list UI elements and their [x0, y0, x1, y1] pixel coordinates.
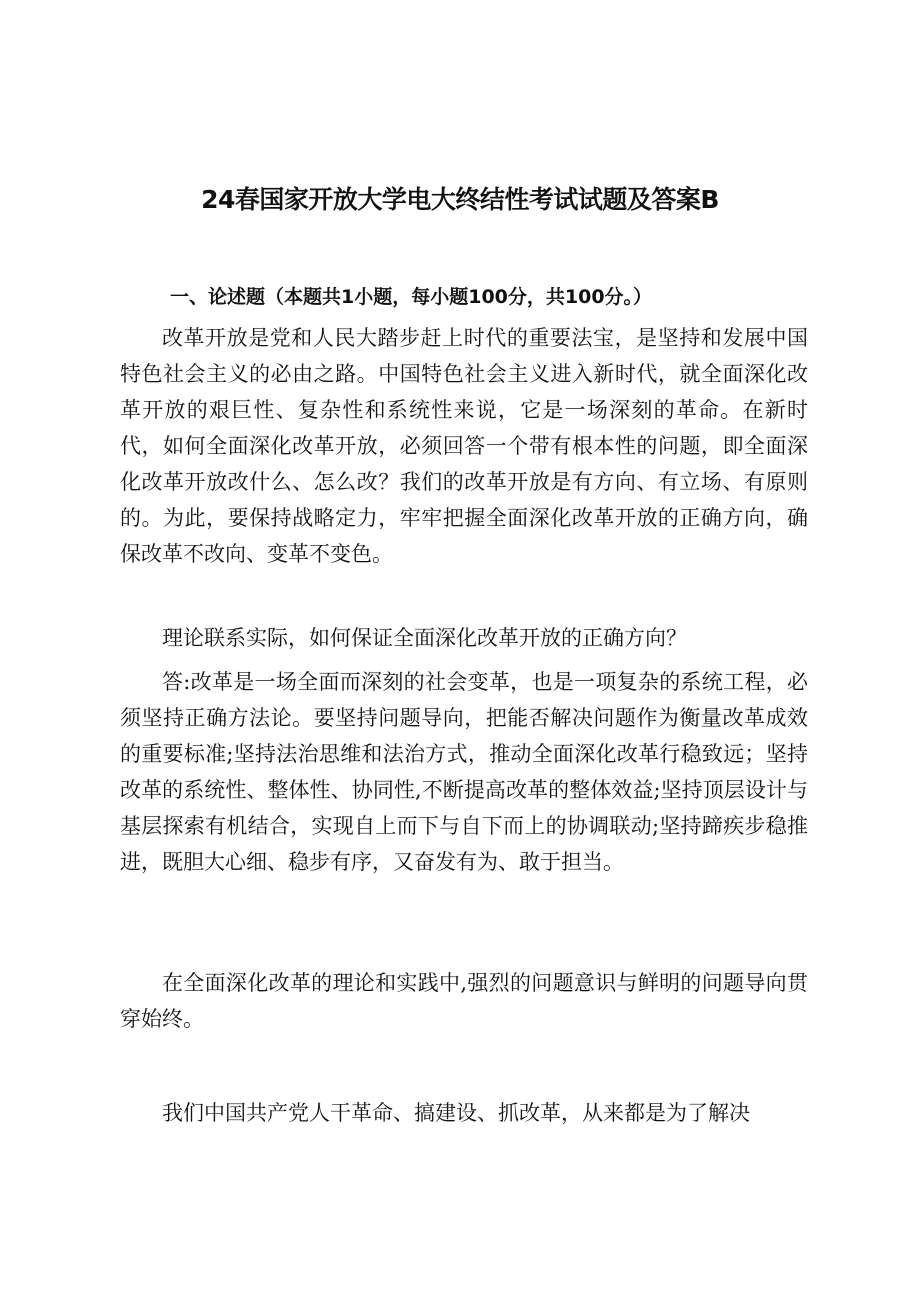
paragraph-question: 理论联系实际，如何保证全面深化改革开放的正确方向？ [162, 626, 687, 650]
section-heading: 一、论述题（本题共1小题，每小题100分，共100分。） [170, 286, 653, 308]
paragraph-continuation: 我们中国共产党人干革命、搞建设、抓改革，从来都是为了解决 [162, 1101, 750, 1125]
paragraph-problem-awareness: 在全面深化改革的理论和实践中,强烈的问题意识与鲜明的问题导向贯穿始终。 [120, 971, 808, 1031]
document-title: 24春国家开放大学电大终结性考试试题及答案B [201, 185, 719, 214]
paragraph-background: 改革开放是党和人民大踏步赶上时代的重要法宝，是坚持和发展中国特色社会主义的必由之路。中国特色社会主义进入新时代，就全面深化改革开放的艰巨性、复杂性和系统性来说，它是一场深刻的革命。在新时代，如何全面深化改革开放，必须回答一个带有根本性的问题，即全面深化改革开放改什么、怎么改？我们的改革开放是有方向、有立场、有原则的。为此，要保持战略定力，牢牢把握全面深化改革开放的正确方向，确保改革不改向、变革不变色。 [120, 326, 808, 566]
paragraph-answer: 答:改革是一场全面而深刻的社会变革，也是一项复杂的系统工程，必须坚持正确方法论。要坚持问题导向，把能否解决问题作为衡量改革成效的重要标准;坚持法治思维和法治方式，推动全面深化改革行稳致远；坚持改革的系统性、整体性、协同性,不断提高改革的整体效益;坚持顶层设计与基层探索有机结合，实现自上而下与自下而上的协调联动;坚持蹄疾步稳推进，既胆大心细、稳步有序，又奋发有为、敢于担当。 [120, 670, 808, 874]
